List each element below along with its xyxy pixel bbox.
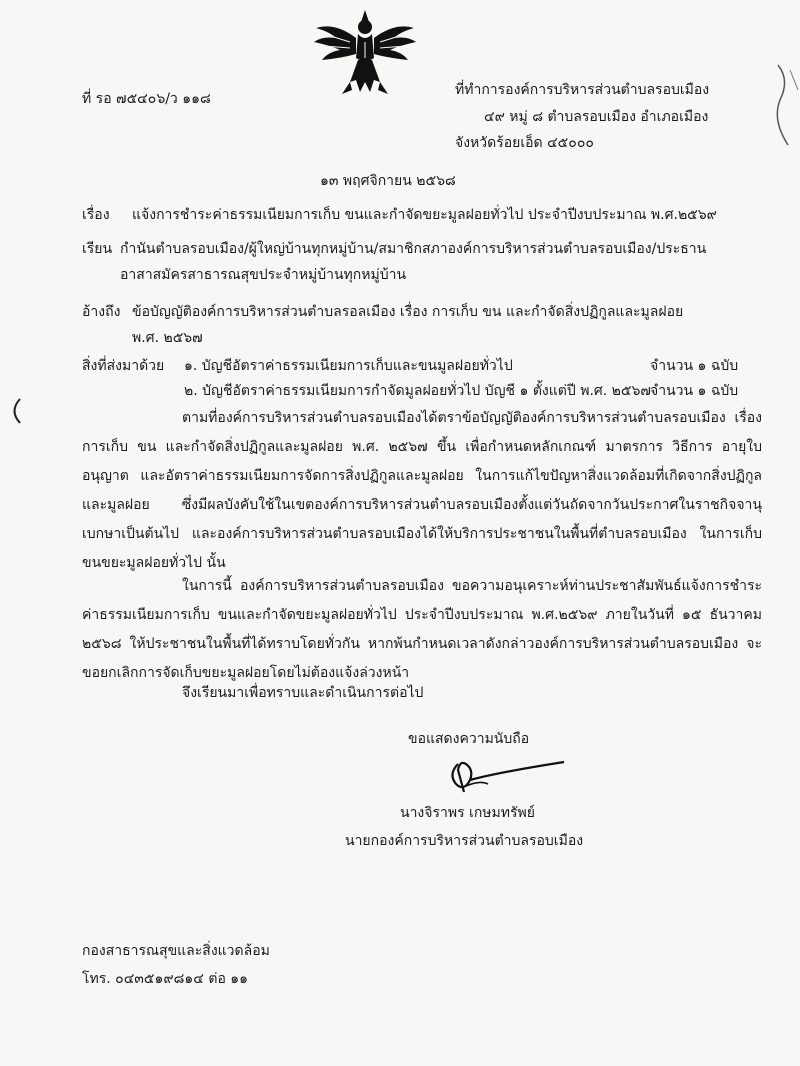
recipient-line-1: กำนันตำบลรอบเมือง/ผู้ใหญ่บ้านทุกหมู่บ้าน/สมาชิกสภาองค์การบริหารส่วนตำบลรอบเมือง/ประธาน bbox=[120, 241, 707, 257]
enclosure-qty-2: จำนวน ๑ ฉบับ bbox=[650, 383, 739, 399]
reference-label: อ้างถึง bbox=[82, 304, 121, 320]
letter-date: ๑๓ พฤศจิกายน ๒๕๖๘ bbox=[320, 173, 456, 189]
reference-line-2: พ.ศ. ๒๕๖๗ bbox=[132, 330, 203, 346]
handwritten-signature-icon bbox=[440, 750, 570, 800]
recipient-label: เรียน bbox=[82, 241, 113, 257]
subject-text: แจ้งการชำระค่าธรรมเนียมการเก็บ ขนและกำจัดขยะมูลฝอยทั่วไป ประจำปีงบประมาณ พ.ศ.๒๕๖๙ bbox=[132, 207, 717, 223]
enclosure-item-1: ๑. บัญชีอัตราค่าธรรมเนียมการเก็บและขนมูลฝอยทั่วไป bbox=[184, 358, 513, 374]
signer-name: นางจิราพร เกษมทรัพย์ bbox=[400, 805, 535, 821]
enclosure-qty-1: จำนวน ๑ ฉบับ bbox=[650, 358, 739, 374]
department-name: กองสาธารณสุขและสิ่งแวดล้อม bbox=[82, 943, 270, 959]
regards-line: ขอแสดงความนับถือ bbox=[408, 731, 530, 747]
reference-line-1: ข้อบัญญัติองค์การบริหารส่วนตำบลรอลเมือง เรื่อง การเก็บ ขน และกำจัดสิ่งปฏิกูลและมูลฝอย bbox=[132, 304, 684, 320]
body-paragraph-1: ตามที่องค์การบริหารส่วนตำบลรอบเมืองได้ตราข้อบัญญัติองค์การบริหารส่วนตำบลรอบเมือง เรื่อง การเก็บ ขน และกำจัดสิ่งปฏิกูลและมูลฝอย พ.ศ. ๒๕๖๗ ขึ้น เพื่อกำหนดหลักเกณฑ์ มาตรการ วิธีการ อายุใบอนุญาต และอัตราค่าธรรมเนียมการจัดการสิ่งปฏิกูลและมูลฝอย ในการแก้ไขปัญหาสิ่งแวดล้อมที่เกิดจากสิ่งปฏิกูลและมูลฝอย ซึ่งมีผลบังคับใช้ในเขตองค์การบริหารส่วนตำบลรอบเมืองตั้งแต่วันถัดจากวันประกาศในราชกิจจานุเบกษาเป็นต้นไป และองค์การบริหารส่วนตำบลรอบเมืองได้ให้บริการประชาชนในพื้นที่ตำบลรอบเมือง ในการเก็บขนขยะมูลฝอยทั่วไป นั้น bbox=[82, 410, 762, 571]
scan-left-mark-icon bbox=[6, 396, 24, 426]
body-paragraph-2: ในการนี้ องค์การบริหารส่วนตำบลรอบเมือง ขอความอนุเคราะห์ท่านประชาสัมพันธ์แจ้งการชำระค่าธรรมเนียมการเก็บ ขนและกำจัดขยะมูลฝอยทั่วไป ประจำปีงบประมาณ พ.ศ.๒๕๖๙ ภายในวันที่ ๑๕ ธันวาคม ๒๕๖๘ ให้ประชาชนในพื้นที่ได้ทราบโดยทั่วกัน หากพ้นกำหนดเวลาดังกล่าวองค์การบริหารส่วนตำบลรอบเมือง จะขอยกเลิกการจัดเก็บขยะมูลฝอยโดยไม่ต้องแจ้งล่วงหน้า bbox=[82, 578, 762, 681]
recipient-line-2: อาสาสมัครสาธารณสุขประจำหมู่บ้านทุกหมู่บ้าน bbox=[120, 267, 407, 283]
closing-line: จึงเรียนมาเพื่อทราบและดำเนินการต่อไป bbox=[182, 685, 424, 701]
office-address-line: ๔๙ หมู่ ๘ ตำบลรอบเมือง อำเภอเมือง bbox=[484, 109, 709, 125]
enclosure-item-2: ๒. บัญชีอัตราค่าธรรมเนียมการกำจัดมูลฝอยทั่วไป บัญชี ๑ ตั้งแต่ปี พ.ศ. ๒๕๖๗ bbox=[184, 383, 651, 399]
signer-title: นายกองค์การบริหารส่วนตำบลรอบเมือง bbox=[345, 833, 584, 849]
subject-label: เรื่อง bbox=[82, 207, 110, 223]
reference-number: ที่ รอ ๗๕๔๐๖/ว ๑๑๘ bbox=[82, 91, 211, 107]
garuda-emblem-icon bbox=[310, 2, 420, 102]
enclosure-label: สิ่งที่ส่งมาด้วย bbox=[82, 358, 165, 374]
phone-number: โทร. ๐๔๓๕๑๙๘๑๔ ต่อ ๑๑ bbox=[82, 971, 249, 987]
office-name: ที่ทำการองค์การบริหารส่วนตำบลรอบเมือง bbox=[455, 82, 710, 98]
scan-edge-mark-icon bbox=[770, 60, 800, 150]
office-province-line: จังหวัดร้อยเอ็ด ๔๕๐๐๐ bbox=[455, 135, 594, 151]
